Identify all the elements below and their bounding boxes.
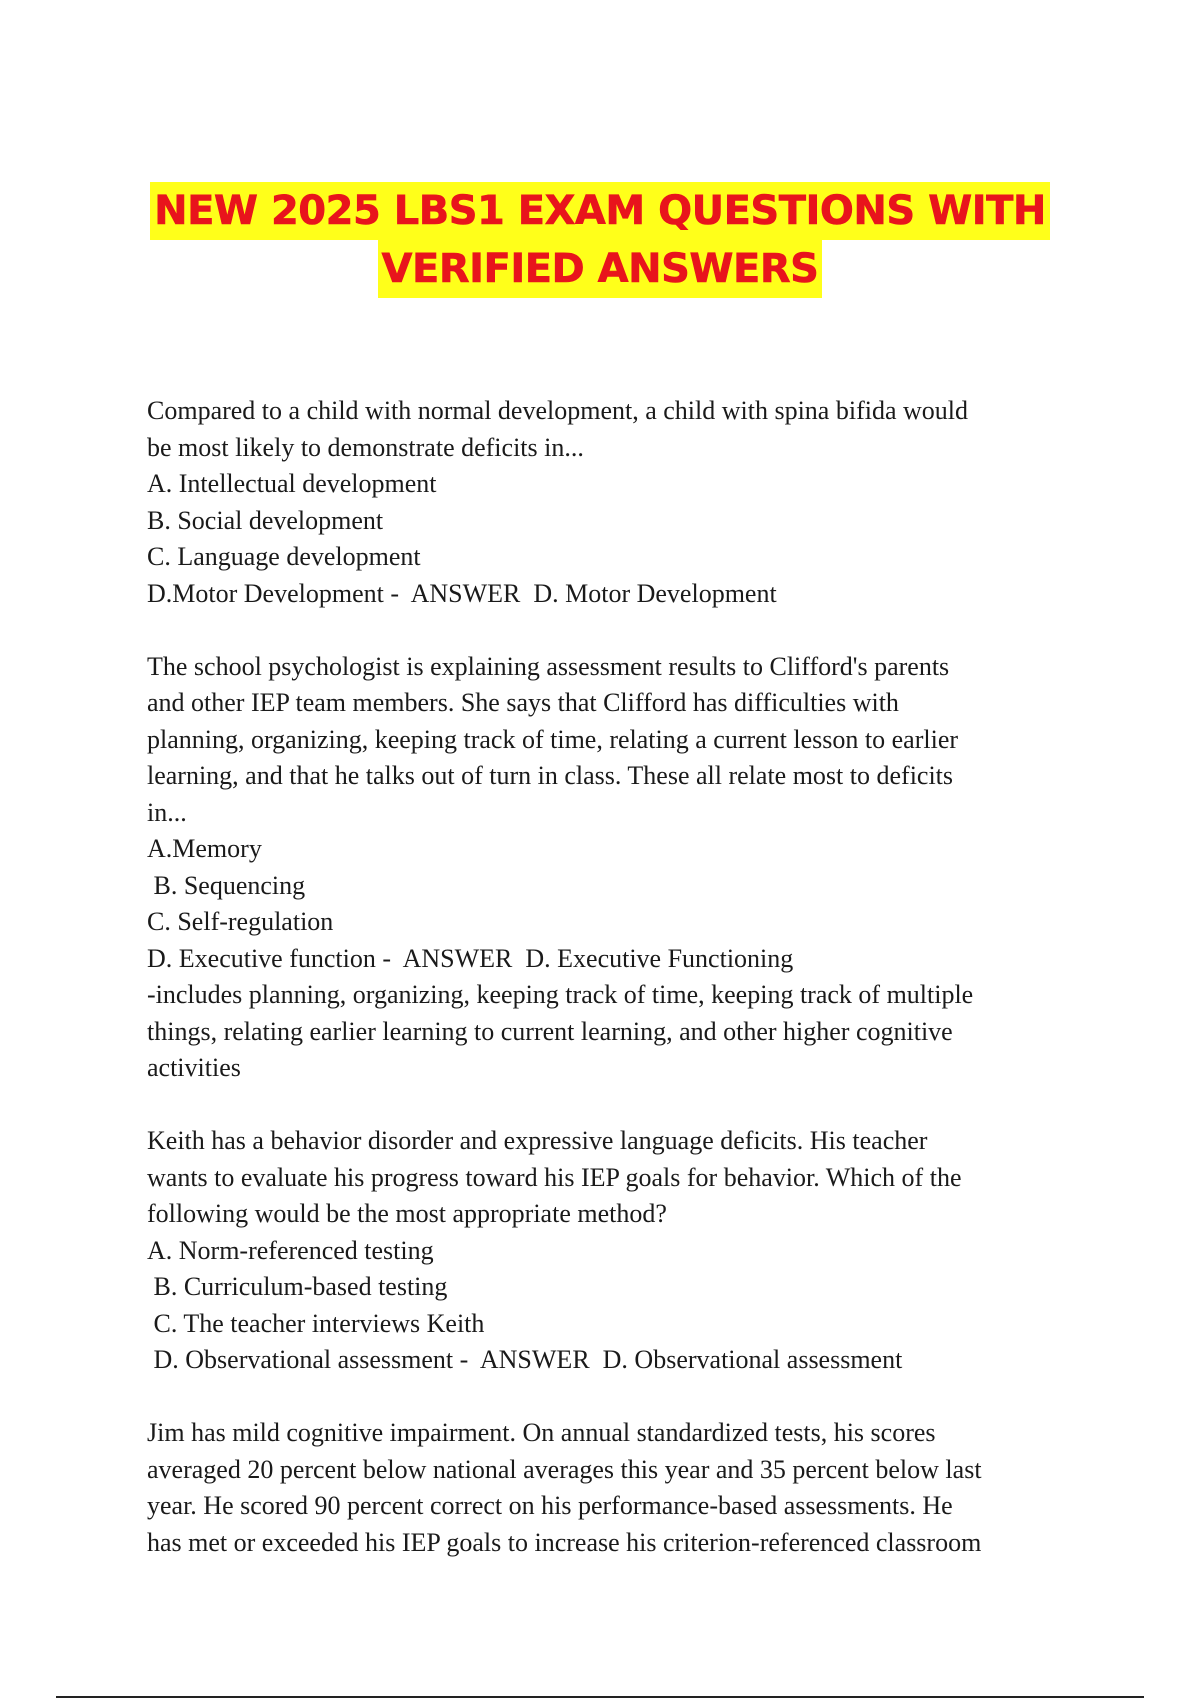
title-line-1: NEW 2025 LBS1 EXAM QUESTIONS WITH: [150, 182, 1050, 240]
question-text-line: C. The teacher interviews Keith: [147, 1308, 485, 1338]
question-text-line: A. Intellectual development: [147, 469, 437, 498]
title-line-2: VERIFIED ANSWERS: [378, 240, 823, 298]
footer-rule: [56, 1696, 1144, 1698]
question-text-line: A. Norm-referenced testing: [147, 1235, 434, 1265]
question-text-line: learning, and that he talks out of turn in class. These all relate most to deficits: [147, 761, 954, 790]
question-text-line: and other IEP team members. She says that Clifford has difficulties with: [147, 688, 899, 717]
question-text-line: D. Executive function - ANSWER D. Executive Functioning: [147, 943, 794, 973]
question-text-line: -includes planning, organizing, keeping track of time, keeping track of multiple: [147, 980, 974, 1009]
question-text-line: be most likely to demonstrate deficits in...: [147, 432, 584, 462]
question-text-line: Keith has a behavior disorder and expressive language deficits. His teacher: [147, 1126, 928, 1155]
question-text-line: has met or exceeded his IEP goals to increase his criterion-referenced classroom: [147, 1527, 982, 1557]
question-text-line: wants to evaluate his progress toward his IEP goals for behavior. Which of the: [147, 1162, 962, 1192]
document-body: [147, 393, 1077, 1598]
question-text-line: year. He scored 90 percent correct on his performance-based assessments. He: [147, 1491, 953, 1520]
document-title: [0, 182, 1200, 298]
question-block: [147, 1123, 1077, 1379]
question-text-line: B. Curriculum-based testing: [147, 1272, 448, 1301]
question-text-line: D.Motor Development - ANSWER D. Motor Development: [147, 578, 777, 608]
question-text-line: The school psychologist is explaining assessment results to Clifford's parents: [147, 651, 950, 681]
question-block: [147, 393, 1077, 612]
question-block: [147, 1415, 1077, 1561]
question-text-line: in...: [147, 797, 187, 827]
question-text-line: D. Observational assessment - ANSWER D. Observational assessment: [147, 1345, 903, 1374]
question-text-line: C. Language development: [147, 542, 421, 571]
question-text-line: planning, organizing, keeping track of time, relating a current lesson to earlier: [147, 724, 959, 754]
question-text-line: Jim has mild cognitive impairment. On annual standardized tests, his scores: [147, 1418, 936, 1447]
question-text-line: B. Sequencing: [147, 870, 306, 900]
question-block: [147, 649, 1077, 1087]
question-text-line: things, relating earlier learning to current learning, and other higher cognitive: [147, 1016, 953, 1046]
question-text-line: C. Self-regulation: [147, 907, 334, 936]
question-text-line: A.Memory: [147, 834, 262, 863]
question-text-line: Compared to a child with normal development, a child with spina bifida would: [147, 396, 968, 425]
question-text-line: B. Social development: [147, 505, 384, 535]
question-text-line: activities: [147, 1053, 241, 1082]
question-text-line: averaged 20 percent below national averages this year and 35 percent below last: [147, 1454, 982, 1484]
question-text-line: following would be the most appropriate method?: [147, 1199, 667, 1228]
